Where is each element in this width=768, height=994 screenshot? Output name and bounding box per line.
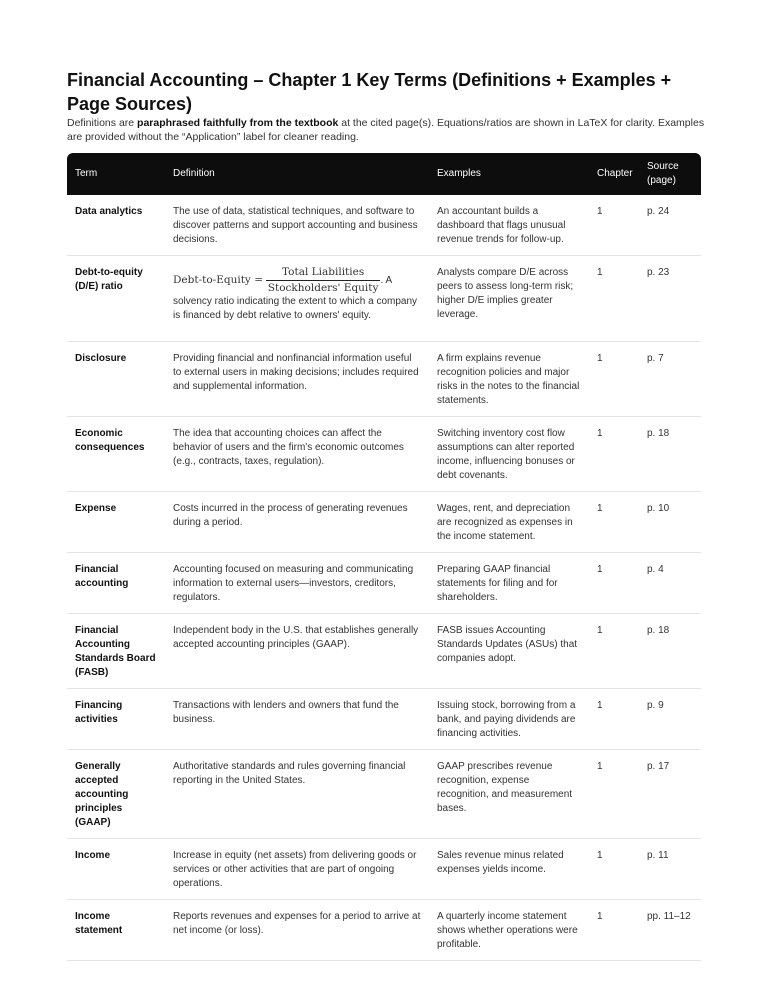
definition-cell: Providing financial and nonfinancial information useful to external users in making decisions; includes required and supplemental information.: [165, 342, 429, 417]
example-cell: Analysts compare D/E across peers to assess long-term risk; higher D/E implies greater leverage.: [429, 256, 589, 342]
source-cell: p. 17: [639, 750, 701, 839]
definition-cell: Reports revenues and expenses for a period to arrive at net income (or loss).: [165, 900, 429, 961]
term-cell: Financing activities: [67, 689, 165, 750]
source-cell: pp. 11–12: [639, 900, 701, 961]
header-chapter: Chapter: [589, 153, 639, 195]
header-definition: Definition: [165, 153, 429, 195]
term-cell: Income statement: [67, 900, 165, 961]
chapter-cell: 1: [589, 342, 639, 417]
example-cell: A quarterly income statement shows whether operations were profitable.: [429, 900, 589, 961]
example-cell: Wages, rent, and depreciation are recognized as expenses in the income statement.: [429, 492, 589, 553]
chapter-cell: 1: [589, 195, 639, 256]
table-row: [67, 553, 701, 614]
term-cell: Debt-to-equity (D/E) ratio: [67, 256, 165, 342]
term-cell: Disclosure: [67, 342, 165, 417]
term-cell: Economic consequences: [67, 417, 165, 492]
chapter-cell: 1: [589, 417, 639, 492]
definition-cell: Accounting focused on measuring and communicating information to external users—investors, creditors, regulators.: [165, 553, 429, 614]
definition-cell: The idea that accounting choices can affect the behavior of users and the firm's economic outcomes (e.g., contracts, taxes, regulation).: [165, 417, 429, 492]
source-cell: p. 23: [639, 256, 701, 342]
term-cell: Data analytics: [67, 195, 165, 256]
table-row: [67, 195, 701, 256]
source-cell: p. 24: [639, 195, 701, 256]
term-cell: Expense: [67, 492, 165, 553]
term-cell: Generally accepted accounting principles (GAAP): [67, 750, 165, 839]
table-row: [67, 689, 701, 750]
example-cell: Sales revenue minus related expenses yields income.: [429, 839, 589, 900]
example-cell: Issuing stock, borrowing from a bank, and paying dividends are financing activities.: [429, 689, 589, 750]
chapter-cell: 1: [589, 689, 639, 750]
equation-lhs: Debt-to-Equity =: [173, 274, 264, 287]
header-source: Source (page): [639, 153, 701, 195]
chapter-cell: 1: [589, 750, 639, 839]
header-term: Term: [67, 153, 165, 195]
equation-denominator: Stockholders' Equity: [267, 282, 379, 294]
table-row: [67, 256, 701, 342]
intro-paragraph: [67, 116, 707, 144]
intro-text-1: Definitions are: [67, 117, 138, 129]
example-cell: GAAP prescribes revenue recognition, expense recognition, and measurement bases.: [429, 750, 589, 839]
table-header-row: [67, 153, 701, 195]
table-row: [67, 614, 701, 689]
example-cell: A firm explains revenue recognition policies and major risks in the notes to the financial statements.: [429, 342, 589, 417]
chapter-cell: 1: [589, 614, 639, 689]
equation-suffix: . A: [380, 275, 393, 287]
table-row: [67, 839, 701, 900]
header-examples: Examples: [429, 153, 589, 195]
example-cell: An accountant builds a dashboard that flags unusual revenue trends for follow-up.: [429, 195, 589, 256]
source-cell: p. 18: [639, 614, 701, 689]
definition-cell: Authoritative standards and rules governing financial reporting in the United States.: [165, 750, 429, 839]
term-cell: Financial accounting: [67, 553, 165, 614]
source-cell: p. 9: [639, 689, 701, 750]
definition-text: solvency ratio indicating the extent to which a company is financed by debt relative to owners' equity.: [173, 296, 418, 321]
definition-cell: Increase in equity (net assets) from delivering goods or services or other activities that are part of ongoing operations.: [165, 839, 429, 900]
intro-text-2: at the cited page(s). Equations/ratios are shown in LaTeX for clarity. Examples are provided without the “Application” label for cleaner reading.: [67, 117, 705, 143]
definition-cell: Transactions with lenders and owners that fund the business.: [165, 689, 429, 750]
table-row: [67, 417, 701, 492]
key-terms-table: [67, 153, 701, 961]
table-row: [67, 342, 701, 417]
chapter-cell: 1: [589, 492, 639, 553]
intro-bold-text: paraphrased faithfully from the textbook: [137, 117, 339, 129]
chapter-cell: 1: [589, 839, 639, 900]
table-row: [67, 900, 701, 961]
equation: [173, 266, 393, 294]
source-cell: p. 7: [639, 342, 701, 417]
chapter-cell: 1: [589, 553, 639, 614]
equation-numerator: Total Liabilities: [266, 266, 381, 281]
definition-cell: The use of data, statistical techniques, and software to discover patterns and support accounting and business decisions.: [165, 195, 429, 256]
source-cell: p. 11: [639, 839, 701, 900]
table-row: [67, 492, 701, 553]
example-cell: FASB issues Accounting Standards Updates (ASUs) that companies adopt.: [429, 614, 589, 689]
term-cell: Income: [67, 839, 165, 900]
table-row: [67, 750, 701, 839]
example-cell: Preparing GAAP financial statements for filing and for shareholders.: [429, 553, 589, 614]
definition-cell: Independent body in the U.S. that establishes generally accepted accounting principles (GAAP).: [165, 614, 429, 689]
source-cell: p. 4: [639, 553, 701, 614]
chapter-cell: 1: [589, 256, 639, 342]
definition-cell: Costs incurred in the process of generating revenues during a period.: [165, 492, 429, 553]
equation-fraction: [266, 266, 381, 295]
page-title: Financial Accounting – Chapter 1 Key Terms (Definitions + Examples + Page Sources): [67, 70, 672, 114]
source-cell: p. 18: [639, 417, 701, 492]
example-cell: Switching inventory cost flow assumptions can alter reported income, influencing bonuses or debt covenants.: [429, 417, 589, 492]
term-cell: Financial Accounting Standards Board (FASB): [67, 614, 165, 689]
source-cell: p. 10: [639, 492, 701, 553]
chapter-cell: 1: [589, 900, 639, 961]
definition-cell: [165, 256, 429, 342]
